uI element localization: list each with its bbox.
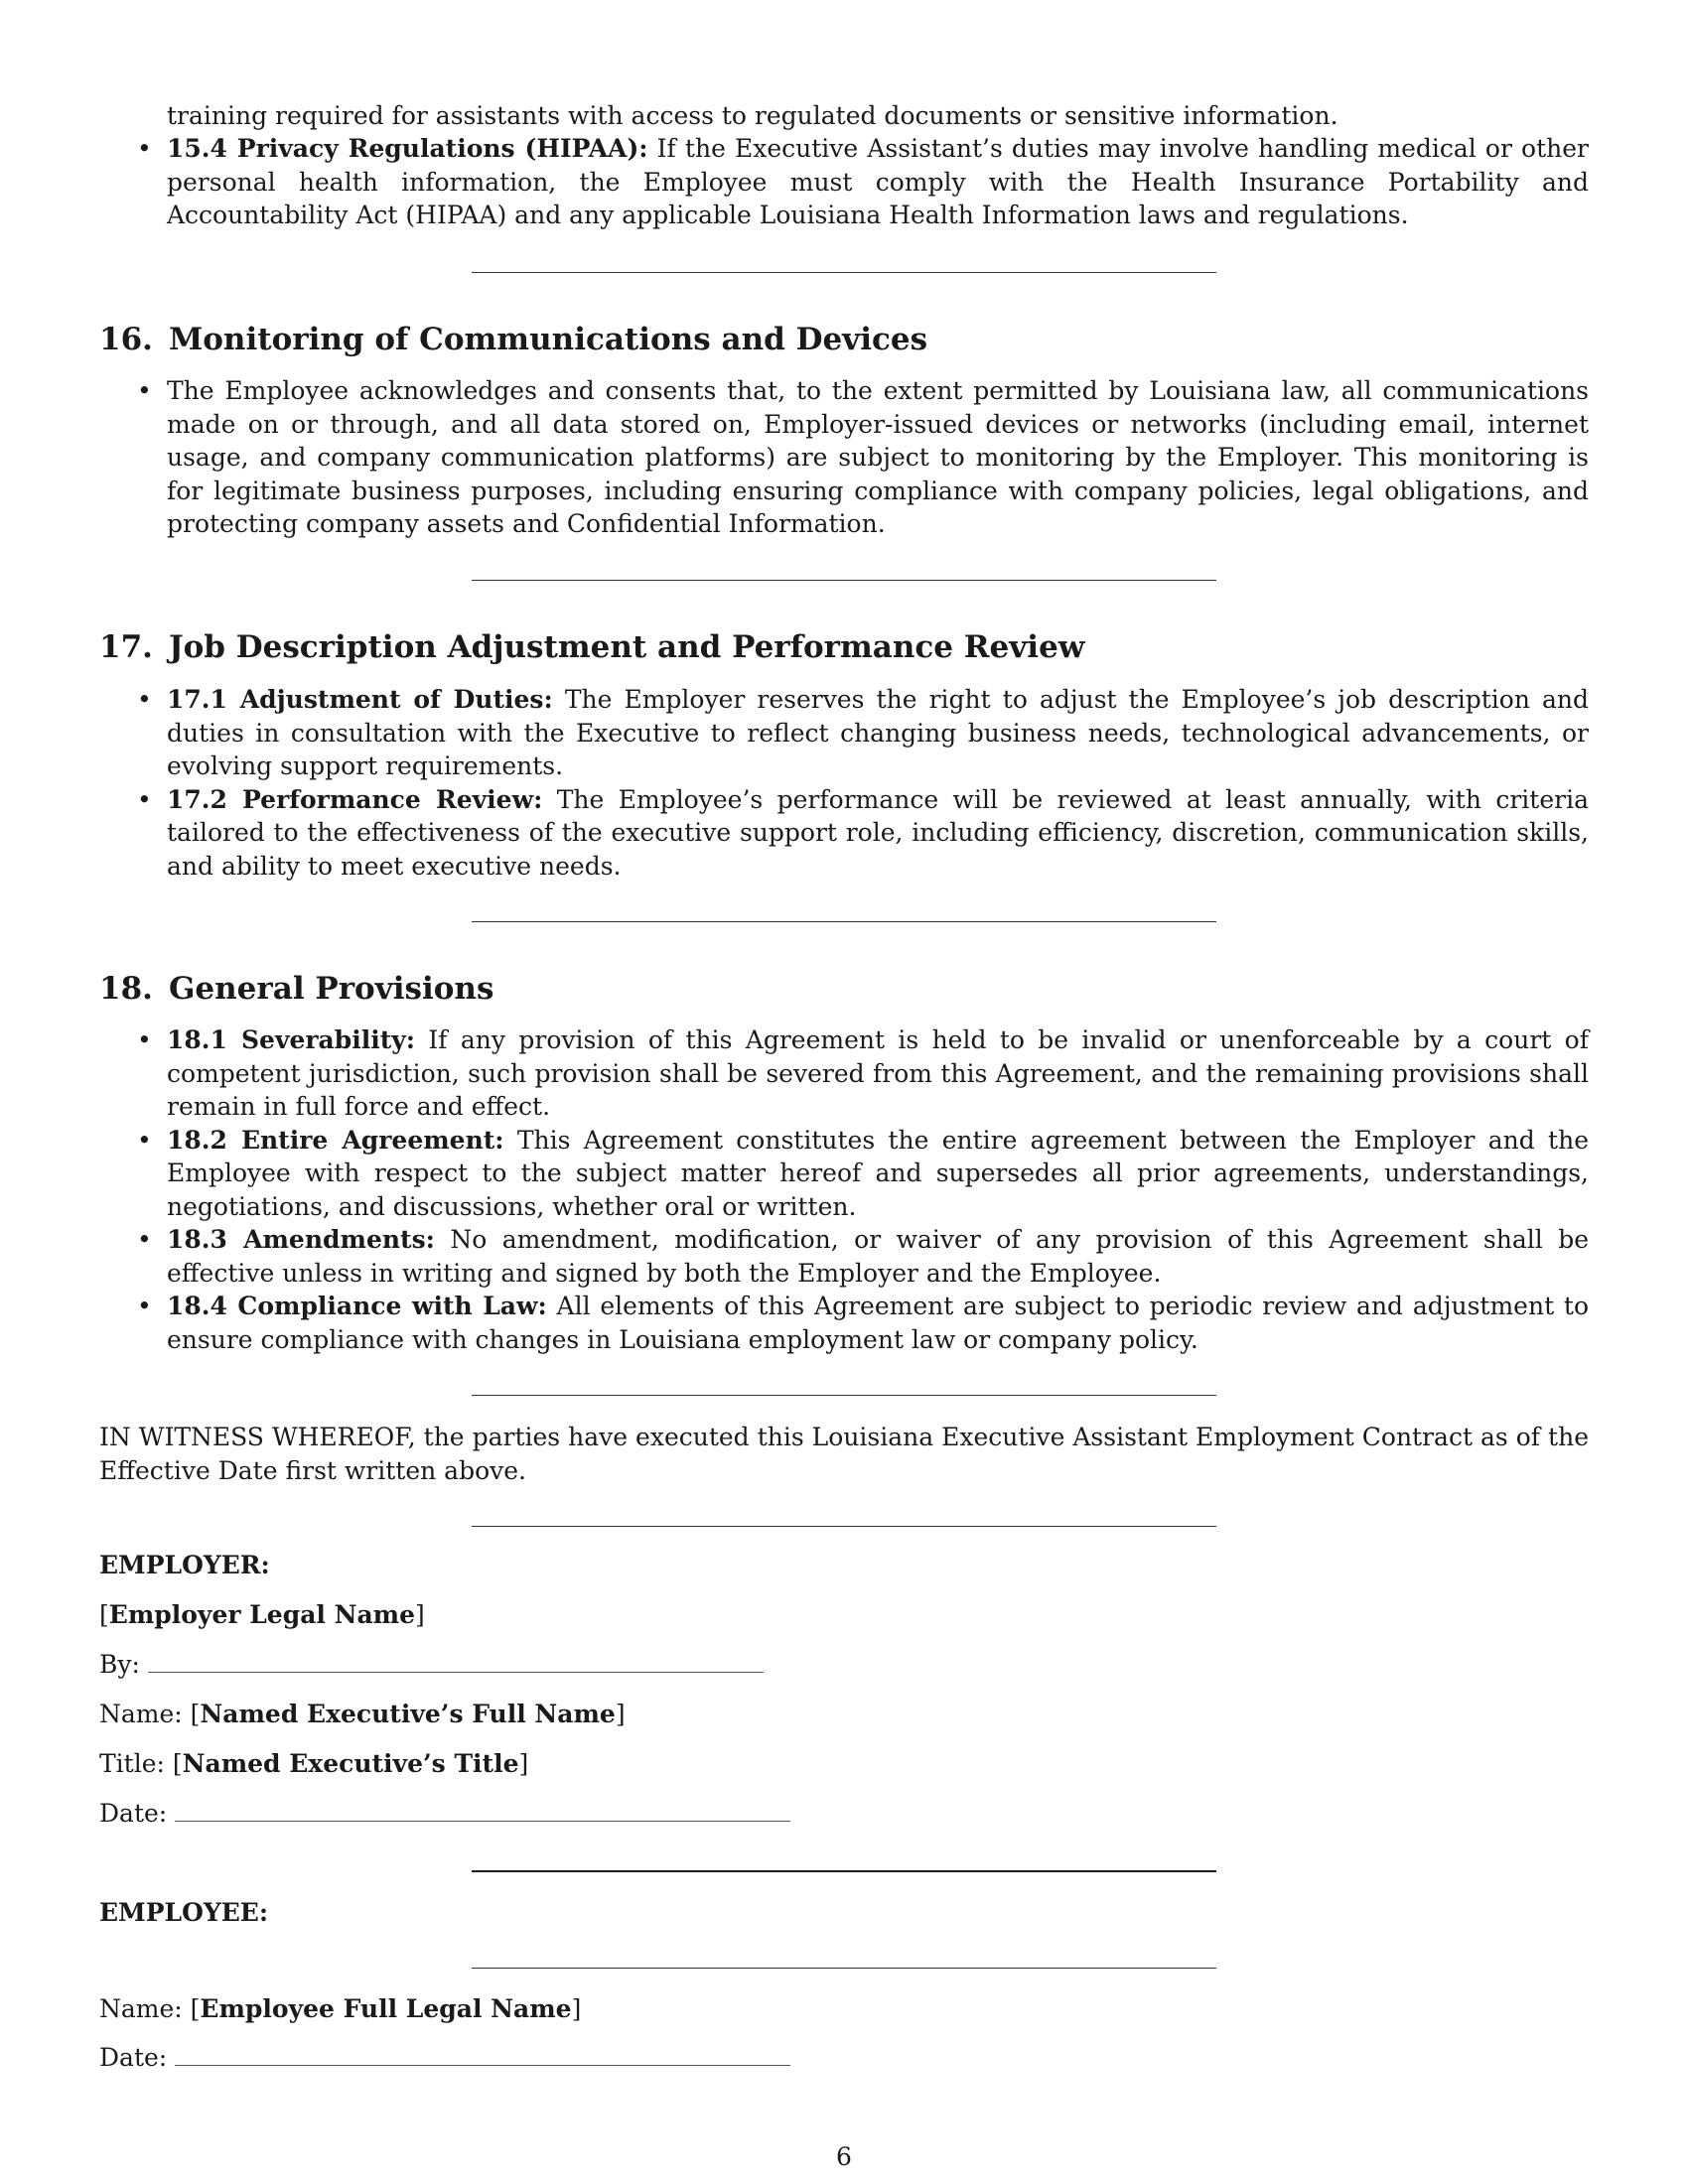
item-text: No amendment, modification, or waiver of any provision of this Agreement shall be effective unless in writing and signed by both the Employer and the Employee. bbox=[167, 1225, 1589, 1288]
list-item-16: • The Employee acknowledges and consents that, to the extent permitted by Louisiana law, all communications made on or through, and all data stored on, Employer-issued devices or networks (including email, internet usage, and company communication platforms) are subject to monitoring by the Employer. This monitoring is for legitimate business purposes, including ensuring compliance with company policies, legal obligations, and protecting company assets and Confidential Information. bbox=[99, 374, 1589, 541]
list-item-17-2 bbox=[99, 783, 1589, 884]
item-label: 15.4 Privacy Regulations (HIPAA): bbox=[167, 134, 648, 163]
employer-heading: EMPLOYER: bbox=[99, 1551, 270, 1579]
list-item-18-4 bbox=[99, 1290, 1589, 1356]
page-number: 6 bbox=[836, 2142, 852, 2171]
section-number: 17. bbox=[99, 629, 153, 665]
employee-date-field[interactable] bbox=[175, 2064, 790, 2066]
employer-date-line bbox=[99, 1798, 1589, 1830]
employer-name-line: Name: [Named Executive’s Full Name] bbox=[99, 1700, 626, 1728]
date-label: Date: bbox=[99, 1799, 168, 1828]
item-label: 18.3 Amendments: bbox=[167, 1225, 435, 1254]
list-18 bbox=[99, 1024, 1589, 1356]
item-text: The Employer reserves the right to adjust the Employee’s job description and duties in consultation with the Executive to reflect changing business needs, technological advancements, or evolving support requirements. bbox=[167, 685, 1590, 780]
section-divider bbox=[472, 1870, 1216, 1872]
section-heading-17 bbox=[99, 627, 1589, 667]
item-label: 18.4 Compliance with Law: bbox=[167, 1292, 547, 1320]
section-title: Monitoring of Communications and Devices bbox=[168, 322, 928, 357]
item-label: 18.2 Entire Agreement: bbox=[167, 1125, 504, 1155]
item-text: If the Executive Assistant’s duties may involve handling medical or other personal health information, the Employee must comply with the Health Insurance Portability and Accountability Act (HIPAA) and any applicable Louisiana Health Information laws and regulations. bbox=[167, 134, 1590, 229]
by-label: By: bbox=[99, 1650, 140, 1679]
employer-by-line bbox=[99, 1649, 1589, 1681]
list-17 bbox=[99, 683, 1589, 883]
list-item-18-2 bbox=[99, 1124, 1589, 1224]
section-divider bbox=[472, 1526, 1216, 1527]
item-label: 18.1 Severability: bbox=[167, 1025, 416, 1054]
witness-clause: IN WITNESS WHEREOF, the parties have executed this Louisiana Executive Assistant Employment Contract as of the Effective Date first written above. bbox=[99, 1423, 1589, 1485]
name-label: Name: bbox=[99, 1700, 183, 1728]
name-label: Name: bbox=[99, 1994, 183, 2023]
employee-signature-field[interactable] bbox=[472, 1968, 1216, 1969]
section-heading-18 bbox=[99, 969, 1589, 1009]
section-divider bbox=[472, 1395, 1216, 1396]
section-divider bbox=[472, 580, 1216, 581]
list-15 bbox=[99, 132, 1589, 232]
document-page bbox=[99, 0, 1589, 2184]
employer-legal-name-value: Employer Legal Name bbox=[108, 1600, 416, 1629]
list-item-18-3 bbox=[99, 1223, 1589, 1290]
item-text: This Agreement constitutes the entire agreement between the Employer and the Employee with respect to the subject matter hereof and supersedes all prior agreements, understandings, negotiations, and discussions, whether oral or written. bbox=[167, 1125, 1589, 1221]
section-divider bbox=[472, 921, 1216, 922]
employer-name-value: Named Executive’s Full Name bbox=[200, 1700, 616, 1728]
item-label: 17.2 Performance Review: bbox=[167, 784, 543, 814]
employer-date-field[interactable] bbox=[175, 1820, 790, 1822]
section-heading-16 bbox=[99, 320, 1589, 359]
continuation-line: training required for assistants with access to regulated documents or sensitive information. bbox=[167, 101, 1338, 130]
employee-date-line bbox=[99, 2042, 1589, 2074]
section-title: General Provisions bbox=[168, 971, 494, 1007]
employee-name-line: Name: [Employee Full Legal Name] bbox=[99, 1994, 582, 2023]
employee-heading: EMPLOYEE: bbox=[99, 1898, 269, 1927]
title-label: Title: bbox=[99, 1749, 165, 1778]
list-16 bbox=[99, 374, 1589, 541]
item-text: If any provision of this Agreement is held to be invalid or unenforceable by a court of competent jurisdiction, such provision shall be severed from this Agreement, and the remaining provisions shall remain in full force and effect. bbox=[167, 1025, 1589, 1121]
employer-title-line: Title: [Named Executive’s Title] bbox=[99, 1749, 529, 1778]
continuation-text bbox=[99, 99, 1589, 133]
employer-signature-field[interactable] bbox=[148, 1671, 764, 1673]
employer-title-value: Named Executive’s Title bbox=[182, 1749, 519, 1778]
employer-legal-name: [Employer Legal Name] bbox=[99, 1600, 425, 1629]
list-item-18-1 bbox=[99, 1024, 1589, 1124]
section-number: 16. bbox=[99, 322, 153, 357]
item-text: All elements of this Agreement are subject to periodic review and adjustment to ensure compliance with changes in Louisiana employment law or company policy. bbox=[167, 1292, 1589, 1354]
item-label: 17.1 Adjustment of Duties: bbox=[167, 685, 553, 714]
section-title: Job Description Adjustment and Performance Review bbox=[168, 629, 1085, 665]
item-text: The Employee’s performance will be reviewed at least annually, with criteria tailored to the effectiveness of the executive support role, including efficiency, discretion, communication skills, and ability to meet executive needs. bbox=[167, 784, 1590, 881]
date-label: Date: bbox=[99, 2043, 168, 2072]
section-divider bbox=[472, 272, 1216, 273]
list-item-15-4 bbox=[99, 132, 1589, 232]
section-number: 18. bbox=[99, 971, 153, 1007]
list-item-17-1 bbox=[99, 683, 1589, 783]
employee-name-value: Employee Full Legal Name bbox=[200, 1994, 572, 2023]
